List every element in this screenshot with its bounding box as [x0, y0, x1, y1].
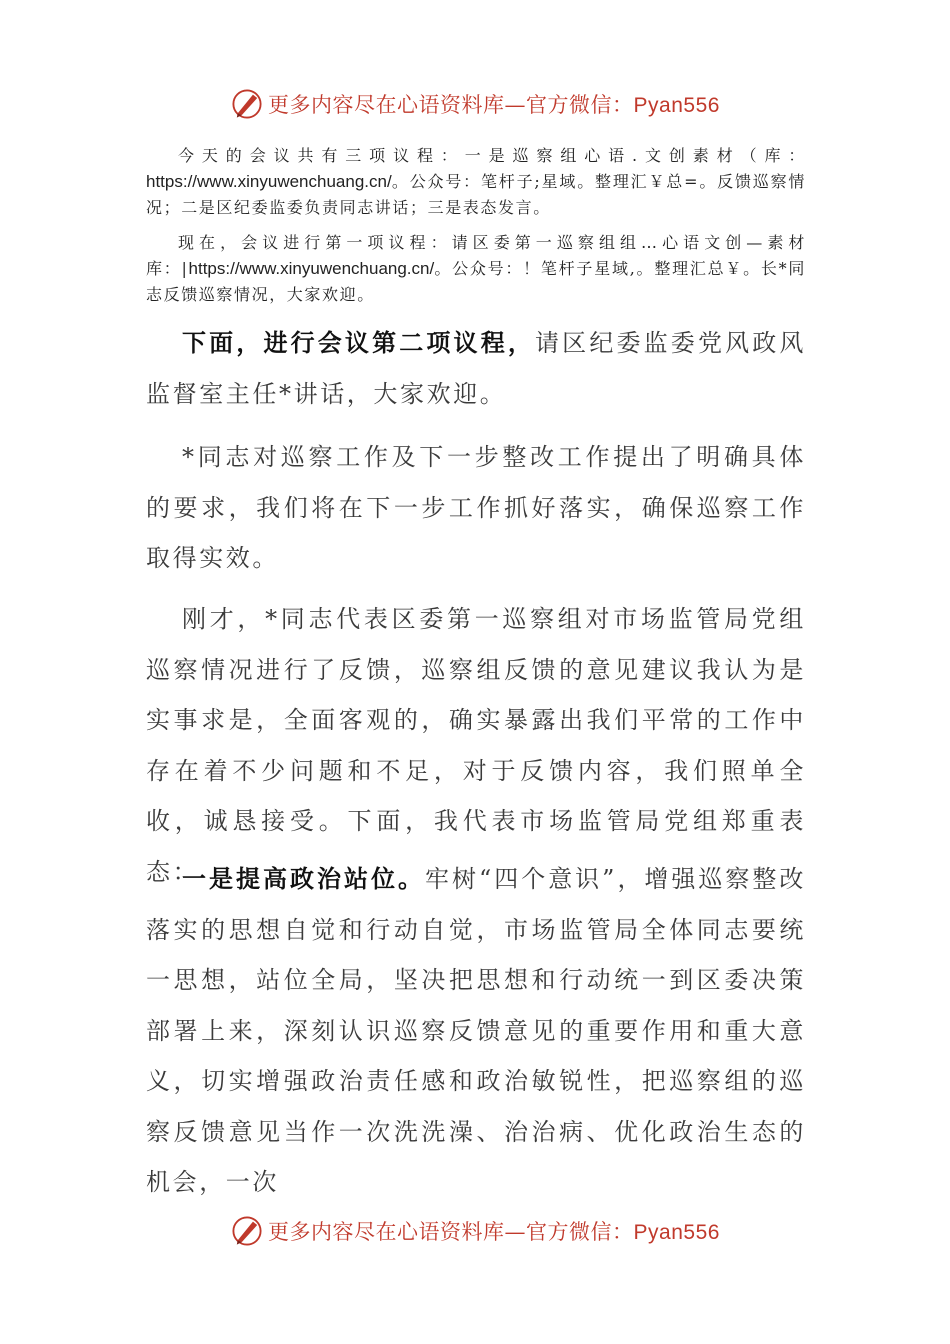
- watermark-account: Pyan556: [633, 1221, 720, 1244]
- pen-logo-icon: [230, 87, 264, 121]
- watermark-banner-top: [0, 82, 950, 126]
- watermark-text: 更多内容尽在心语资料库—官方微信：: [268, 93, 634, 117]
- paragraph-requirements: *同志对巡察工作及下一步整改工作提出了明确具体的要求，我们将在下一步工作抓好落实，确保巡察工作取得实效。: [146, 443, 806, 572]
- paragraph-agenda: 今天的会议共有三项议程：一是巡察组心语.文创素材（库：https://www.xinyuwenchuang.cn/。公众号：笔杆子;星域。整理汇￥总=。反馈巡察情况；二是区纪委监委负责同志讲话；三是表态发言。: [146, 146, 806, 217]
- paragraph-second-item: 下面，进行会议第二项议程，请区纪委监委党风政风监督室主任*讲话，大家欢迎。: [146, 328, 807, 408]
- paragraph-point-one: 一是提高政治站位。牢树“四个意识”，增强巡察整改落实的思想自觉和行动自觉，市场监管局全体同志要统一思想，站位全局，坚决把思想和行动统一到区委决策部署上来，深刻认识巡察反馈意见的重要作用和重大意义，切实增强政治责任感和政治敏锐性，把巡察组的巡察反馈意见当作一次洗洗澡、治治病、优化政治生态的机会，一次: [146, 864, 806, 1196]
- link-url: https://www.xinyuwenchuang.cn/: [146, 172, 392, 191]
- watermark-text: 更多内容尽在心语资料库—官方微信：: [268, 1220, 634, 1244]
- pen-logo-icon: [230, 1214, 264, 1248]
- watermark-banner-bottom: [0, 1209, 950, 1253]
- watermark-account: Pyan556: [633, 94, 720, 117]
- link-url: https://www.xinyuwenchuang.cn/: [188, 259, 435, 278]
- paragraph-first-item: 现在，会议进行第一项议程：请区委第一巡察组组…心语文创—素材库：|https://www.xinyuwenchuang.cn/。公众号：！笔杆子星域,。整理汇总￥。长*同志反馈巡察情况，大家欢迎。: [146, 233, 806, 304]
- paragraph-feedback: 刚才，*同志代表区委第一巡察组对市场监管局党组巡察情况进行了反馈，巡察组反馈的意见建议我认为是实事求是，全面客观的，确实暴露出我们平常的工作中存在着不少问题和不足，对于反馈内容，我们照单全收，诚恳接受。下面，我代表市场监管局党组郑重表态：: [146, 605, 806, 886]
